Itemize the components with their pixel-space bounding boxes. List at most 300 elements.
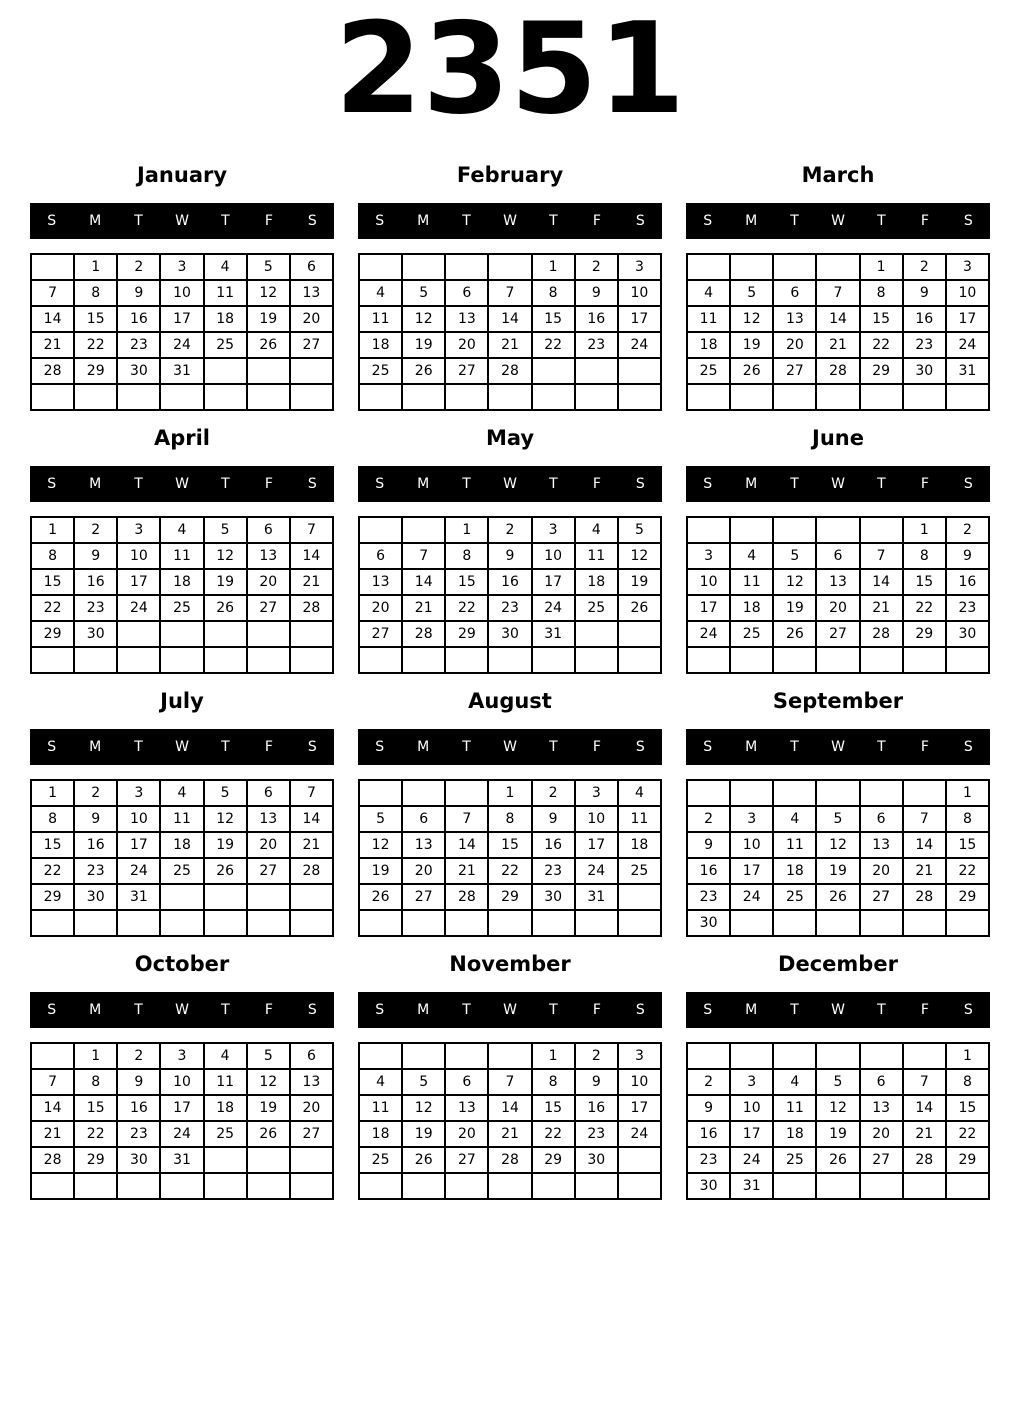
week-row: [687, 806, 989, 832]
day-cell: 29: [31, 621, 74, 647]
empty-day-cell: [247, 647, 290, 673]
week-row: [359, 569, 661, 595]
empty-day-cell: [247, 910, 290, 936]
day-cell: 15: [532, 1095, 575, 1121]
empty-day-cell: [402, 1043, 445, 1069]
empty-day-cell: [402, 780, 445, 806]
day-cell: 18: [359, 332, 402, 358]
empty-day-cell: [488, 1043, 531, 1069]
day-cell: 21: [290, 569, 333, 595]
day-cell: 3: [575, 780, 618, 806]
empty-day-cell: [488, 647, 531, 673]
empty-day-cell: [160, 1173, 203, 1199]
day-cell: 17: [618, 306, 661, 332]
day-cell: 13: [773, 306, 816, 332]
day-cell: 25: [359, 358, 402, 384]
empty-day-cell: [290, 621, 333, 647]
month-title: September: [772, 689, 904, 713]
day-cell: 24: [117, 858, 160, 884]
week-row: [359, 806, 661, 832]
month-july: [30, 688, 334, 937]
day-cell: 26: [359, 884, 402, 910]
week-row: [687, 280, 989, 306]
day-cell: 28: [402, 621, 445, 647]
day-cell: 20: [445, 332, 488, 358]
day-cell: 28: [488, 1147, 531, 1173]
empty-day-cell: [247, 1173, 290, 1199]
day-cell: 2: [74, 517, 117, 543]
weekday-header: [358, 992, 662, 1028]
weekday-label: M: [89, 476, 102, 492]
week-row: [359, 517, 661, 543]
day-cell: 31: [730, 1173, 773, 1199]
week-row: [359, 832, 661, 858]
day-cell: 12: [730, 306, 773, 332]
weekday-header: [30, 466, 334, 502]
day-cell: 2: [575, 254, 618, 280]
weekday-label: T: [790, 1002, 799, 1018]
months-grid: [0, 162, 1020, 1200]
day-cell: 9: [687, 832, 730, 858]
empty-day-cell: [860, 1173, 903, 1199]
day-cell: 5: [204, 780, 247, 806]
empty-day-cell: [290, 884, 333, 910]
day-cell: 18: [618, 832, 661, 858]
day-cell: 7: [402, 543, 445, 569]
day-cell: 8: [532, 1069, 575, 1095]
day-cell: 19: [730, 332, 773, 358]
week-row: [359, 254, 661, 280]
day-cell: 13: [402, 832, 445, 858]
day-cell: 15: [74, 1095, 117, 1121]
empty-day-cell: [773, 384, 816, 410]
day-cell: 23: [687, 1147, 730, 1173]
week-row: [359, 1121, 661, 1147]
empty-day-cell: [445, 910, 488, 936]
weekday-header: [358, 466, 662, 502]
day-cell: 4: [687, 280, 730, 306]
day-cell: 7: [31, 280, 74, 306]
week-row: [31, 595, 333, 621]
weekday-label: T: [462, 213, 471, 229]
week-row: [687, 647, 989, 673]
empty-day-cell: [488, 384, 531, 410]
day-cell: 1: [445, 517, 488, 543]
day-cell: 4: [204, 1043, 247, 1069]
day-cell: 16: [687, 1121, 730, 1147]
weekday-header: [30, 992, 334, 1028]
weekday-label: M: [745, 476, 758, 492]
month-title: November: [449, 952, 571, 976]
week-row: [31, 884, 333, 910]
weekday-label: W: [831, 1002, 845, 1018]
day-cell: 17: [532, 569, 575, 595]
day-cell: 30: [575, 1147, 618, 1173]
day-cell: 30: [687, 1173, 730, 1199]
day-cell: 9: [117, 280, 160, 306]
empty-day-cell: [575, 384, 618, 410]
weekday-label: F: [264, 739, 273, 755]
week-row: [687, 543, 989, 569]
month-title: October: [134, 952, 230, 976]
day-cell: 28: [290, 858, 333, 884]
week-row: [359, 884, 661, 910]
day-cell: 23: [117, 1121, 160, 1147]
weekday-label: S: [307, 739, 317, 755]
week-row: [31, 543, 333, 569]
empty-day-cell: [31, 1173, 74, 1199]
empty-day-cell: [860, 1043, 903, 1069]
day-cell: 22: [903, 595, 946, 621]
day-cell: 11: [359, 306, 402, 332]
day-cell: 6: [247, 780, 290, 806]
day-cell: 17: [730, 1121, 773, 1147]
day-cell: 4: [575, 517, 618, 543]
day-cell: 26: [730, 358, 773, 384]
week-row: [31, 858, 333, 884]
empty-day-cell: [117, 384, 160, 410]
day-cell: 4: [773, 1069, 816, 1095]
empty-day-cell: [730, 647, 773, 673]
day-cell: 10: [618, 1069, 661, 1095]
day-cell: 31: [575, 884, 618, 910]
day-cell: 23: [74, 858, 117, 884]
day-cell: 21: [402, 595, 445, 621]
day-cell: 17: [687, 595, 730, 621]
day-cell: 29: [946, 1147, 989, 1173]
day-cell: 19: [247, 1095, 290, 1121]
empty-day-cell: [160, 384, 203, 410]
day-cell: 20: [445, 1121, 488, 1147]
empty-day-cell: [532, 647, 575, 673]
day-cell: 13: [247, 806, 290, 832]
day-cell: 13: [445, 306, 488, 332]
day-cell: 25: [730, 621, 773, 647]
empty-day-cell: [618, 1173, 661, 1199]
weekday-label: F: [264, 1002, 273, 1018]
day-cell: 29: [445, 621, 488, 647]
day-cell: 2: [532, 780, 575, 806]
weekday-label: T: [134, 1002, 143, 1018]
weekday-header: [686, 992, 990, 1028]
weekday-label: T: [221, 476, 230, 492]
empty-day-cell: [31, 384, 74, 410]
day-cell: 11: [687, 306, 730, 332]
week-row: [359, 1095, 661, 1121]
week-row: [31, 569, 333, 595]
weekday-label: F: [264, 476, 273, 492]
day-cell: 12: [247, 280, 290, 306]
day-cell: 8: [946, 1069, 989, 1095]
day-cell: 27: [773, 358, 816, 384]
day-cell: 25: [687, 358, 730, 384]
day-cell: 21: [31, 1121, 74, 1147]
day-cell: 29: [860, 358, 903, 384]
empty-day-cell: [204, 910, 247, 936]
day-cell: 28: [31, 1147, 74, 1173]
empty-day-cell: [359, 780, 402, 806]
day-cell: 23: [687, 884, 730, 910]
week-row: [31, 280, 333, 306]
weekday-label: T: [462, 739, 471, 755]
weekday-label: W: [175, 1002, 189, 1018]
month-title: June: [812, 426, 864, 450]
empty-day-cell: [445, 780, 488, 806]
weekday-label: S: [307, 1002, 317, 1018]
empty-day-cell: [31, 647, 74, 673]
day-cell: 12: [402, 306, 445, 332]
day-cell: 10: [730, 1095, 773, 1121]
day-cell: 18: [160, 832, 203, 858]
day-cell: 9: [488, 543, 531, 569]
empty-day-cell: [445, 647, 488, 673]
day-cell: 10: [730, 832, 773, 858]
weekday-label: M: [745, 213, 758, 229]
day-cell: 30: [488, 621, 531, 647]
day-cell: 8: [31, 806, 74, 832]
day-cell: 1: [74, 1043, 117, 1069]
weekday-label: T: [877, 1002, 886, 1018]
day-cell: 27: [290, 332, 333, 358]
day-cell: 2: [117, 254, 160, 280]
day-cell: 14: [816, 306, 859, 332]
day-cell: 16: [575, 1095, 618, 1121]
day-cell: 3: [618, 1043, 661, 1069]
day-cell: 9: [575, 280, 618, 306]
month-title: January: [136, 163, 228, 187]
weekday-label: M: [745, 1002, 758, 1018]
day-cell: 10: [160, 280, 203, 306]
empty-day-cell: [445, 1173, 488, 1199]
day-cell: 11: [773, 832, 816, 858]
week-row: [687, 832, 989, 858]
empty-day-cell: [903, 1043, 946, 1069]
empty-day-cell: [903, 780, 946, 806]
month-title: August: [468, 689, 552, 713]
day-cell: 2: [575, 1043, 618, 1069]
empty-day-cell: [687, 1043, 730, 1069]
day-cell: 14: [31, 306, 74, 332]
day-cell: 27: [402, 884, 445, 910]
empty-day-cell: [816, 647, 859, 673]
day-cell: 8: [946, 806, 989, 832]
weekday-label: S: [375, 213, 385, 229]
day-cell: 19: [816, 1121, 859, 1147]
day-cell: 30: [532, 884, 575, 910]
day-cell: 5: [402, 1069, 445, 1095]
month-may: [358, 425, 662, 674]
weekday-label: S: [307, 476, 317, 492]
week-row: [359, 595, 661, 621]
day-cell: 13: [290, 280, 333, 306]
day-cell: 20: [860, 858, 903, 884]
empty-day-cell: [247, 358, 290, 384]
day-cell: 19: [402, 1121, 445, 1147]
day-cell: 6: [247, 517, 290, 543]
week-row: [31, 517, 333, 543]
day-cell: 15: [903, 569, 946, 595]
day-cell: 7: [488, 1069, 531, 1095]
empty-day-cell: [359, 384, 402, 410]
weekday-header: [686, 729, 990, 765]
empty-day-cell: [160, 647, 203, 673]
day-cell: 6: [860, 806, 903, 832]
day-cell: 20: [860, 1121, 903, 1147]
day-cell: 5: [730, 280, 773, 306]
weekday-label: T: [877, 476, 886, 492]
day-cell: 12: [816, 1095, 859, 1121]
day-cell: 7: [488, 280, 531, 306]
day-cell: 16: [532, 832, 575, 858]
day-cell: 2: [946, 517, 989, 543]
day-cell: 23: [488, 595, 531, 621]
weekday-label: S: [47, 213, 57, 229]
day-cell: 14: [860, 569, 903, 595]
week-row: [687, 517, 989, 543]
empty-day-cell: [816, 1043, 859, 1069]
day-cell: 28: [903, 1147, 946, 1173]
empty-day-cell: [247, 621, 290, 647]
day-cell: 26: [247, 332, 290, 358]
day-cell: 14: [445, 832, 488, 858]
empty-day-cell: [117, 621, 160, 647]
day-cell: 4: [773, 806, 816, 832]
day-cell: 4: [359, 1069, 402, 1095]
day-cell: 26: [402, 358, 445, 384]
day-cell: 25: [160, 595, 203, 621]
day-cell: 29: [903, 621, 946, 647]
empty-day-cell: [860, 780, 903, 806]
day-cell: 16: [946, 569, 989, 595]
week-row: [31, 780, 333, 806]
weekday-label: T: [221, 213, 230, 229]
day-cell: 11: [160, 806, 203, 832]
day-cell: 5: [402, 280, 445, 306]
empty-day-cell: [445, 254, 488, 280]
day-cell: 28: [31, 358, 74, 384]
day-cell: 14: [488, 1095, 531, 1121]
empty-day-cell: [31, 1043, 74, 1069]
day-cell: 18: [687, 332, 730, 358]
empty-day-cell: [74, 910, 117, 936]
empty-day-cell: [532, 910, 575, 936]
empty-day-cell: [946, 384, 989, 410]
day-cell: 25: [204, 1121, 247, 1147]
weekday-label: S: [375, 476, 385, 492]
empty-day-cell: [204, 647, 247, 673]
empty-day-cell: [204, 384, 247, 410]
day-cell: 3: [117, 517, 160, 543]
month-days-table: [686, 516, 990, 674]
day-cell: 18: [160, 569, 203, 595]
day-cell: 25: [773, 1147, 816, 1173]
day-cell: 30: [117, 358, 160, 384]
month-days-table: [686, 1042, 990, 1200]
empty-day-cell: [903, 384, 946, 410]
week-row: [31, 910, 333, 936]
month-august: [358, 688, 662, 937]
empty-day-cell: [773, 1043, 816, 1069]
day-cell: 31: [160, 1147, 203, 1173]
day-cell: 19: [816, 858, 859, 884]
day-cell: 13: [290, 1069, 333, 1095]
empty-day-cell: [946, 1173, 989, 1199]
weekday-label: T: [549, 476, 558, 492]
day-cell: 18: [204, 1095, 247, 1121]
day-cell: 21: [445, 858, 488, 884]
week-row: [359, 384, 661, 410]
day-cell: 18: [204, 306, 247, 332]
day-cell: 24: [575, 858, 618, 884]
week-row: [359, 1069, 661, 1095]
day-cell: 30: [74, 621, 117, 647]
day-cell: 18: [773, 1121, 816, 1147]
day-cell: 22: [532, 1121, 575, 1147]
day-cell: 16: [687, 858, 730, 884]
weekday-label: S: [307, 213, 317, 229]
day-cell: 10: [532, 543, 575, 569]
day-cell: 12: [618, 543, 661, 569]
empty-day-cell: [687, 647, 730, 673]
weekday-label: F: [920, 1002, 929, 1018]
weekday-header: [30, 203, 334, 239]
week-row: [359, 280, 661, 306]
day-cell: 6: [359, 543, 402, 569]
day-cell: 31: [160, 358, 203, 384]
day-cell: 26: [247, 1121, 290, 1147]
month-days-table: [358, 253, 662, 411]
day-cell: 22: [31, 858, 74, 884]
empty-day-cell: [575, 358, 618, 384]
day-cell: 6: [860, 1069, 903, 1095]
day-cell: 12: [204, 806, 247, 832]
day-cell: 30: [74, 884, 117, 910]
month-days-table: [358, 516, 662, 674]
day-cell: 22: [532, 332, 575, 358]
day-cell: 26: [618, 595, 661, 621]
day-cell: 13: [816, 569, 859, 595]
day-cell: 26: [816, 884, 859, 910]
weekday-label: S: [635, 1002, 645, 1018]
empty-day-cell: [117, 910, 160, 936]
day-cell: 4: [160, 517, 203, 543]
day-cell: 22: [946, 1121, 989, 1147]
weekday-label: S: [47, 476, 57, 492]
empty-day-cell: [816, 910, 859, 936]
empty-day-cell: [359, 517, 402, 543]
day-cell: 14: [903, 832, 946, 858]
day-cell: 9: [903, 280, 946, 306]
day-cell: 21: [860, 595, 903, 621]
day-cell: 24: [117, 595, 160, 621]
week-row: [687, 384, 989, 410]
day-cell: 19: [618, 569, 661, 595]
day-cell: 5: [247, 254, 290, 280]
week-row: [687, 884, 989, 910]
weekday-label: W: [831, 476, 845, 492]
month-days-table: [686, 779, 990, 937]
day-cell: 7: [290, 780, 333, 806]
day-cell: 10: [687, 569, 730, 595]
empty-day-cell: [816, 384, 859, 410]
day-cell: 17: [575, 832, 618, 858]
day-cell: 19: [402, 332, 445, 358]
day-cell: 8: [74, 280, 117, 306]
empty-day-cell: [618, 358, 661, 384]
weekday-header: [358, 203, 662, 239]
weekday-label: S: [703, 476, 713, 492]
day-cell: 9: [74, 806, 117, 832]
